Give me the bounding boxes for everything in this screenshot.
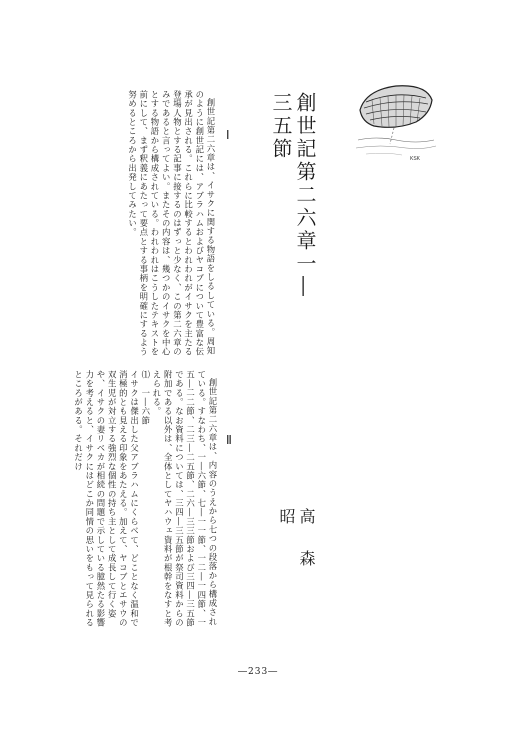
paragraph: 創世記第二六章は、イサクに関する物語をしるしている。周知のように創世記には、アブラハムおよびヤコブについて豊富な伝承が見出される。これらに比較するとわれわれがイサクを主たる登場人物とする記事に接するのはずっと少なく、この第二六章のみであると言ってよい。またその内容は、幾つかのイサクを中心とする物語から構成されている。われわれはこうしたテキストを前にして、まず釈義にあたって要点とする事柄を明確にするよう努めるところから出発してみたい。 [127, 90, 216, 357]
author-name: 高森 昭 [277, 508, 316, 634]
section-mark-2: Ⅱ [226, 433, 232, 447]
page-number: ―233― [238, 667, 279, 677]
section-1-body [96, 90, 216, 360]
basket-illustration [356, 70, 436, 162]
article-title: 創世記第二六章一―三五節 [269, 92, 317, 299]
svg-text:KSK: KSK [410, 156, 421, 162]
paragraph: 創世記第二六章は、内容のうえから七つの段落から構成されている。すなわち、一―六節、七―一一節、一二―一四節、一五―二二節、二三―二五節、二六―三三節および三四―三五節である。なお資料については、三四―三五節が祭司資料からの附加である以外は、全体としてヤハウェ資料が根幹をなすと考えられる。 [151, 370, 218, 628]
subsection-heading: ⑴ 一―六節 [140, 370, 151, 426]
section-mark-1: Ⅰ [226, 128, 230, 142]
section-2-body [73, 370, 218, 632]
paragraph: イサクは傑出した父アブラハムにくらべて、どことなく温和で消極的とも見える印象をあたえる。加えて、ヤコブとエサウの双生児が対立する強烈な個性の持ち主として成長して行く姿や、イサクの妻リベカが相続の問題で示している臆然たる影響力を考えると、イサクにはどこか同情の思いをもって見られるところがある。それだけ [73, 370, 140, 628]
